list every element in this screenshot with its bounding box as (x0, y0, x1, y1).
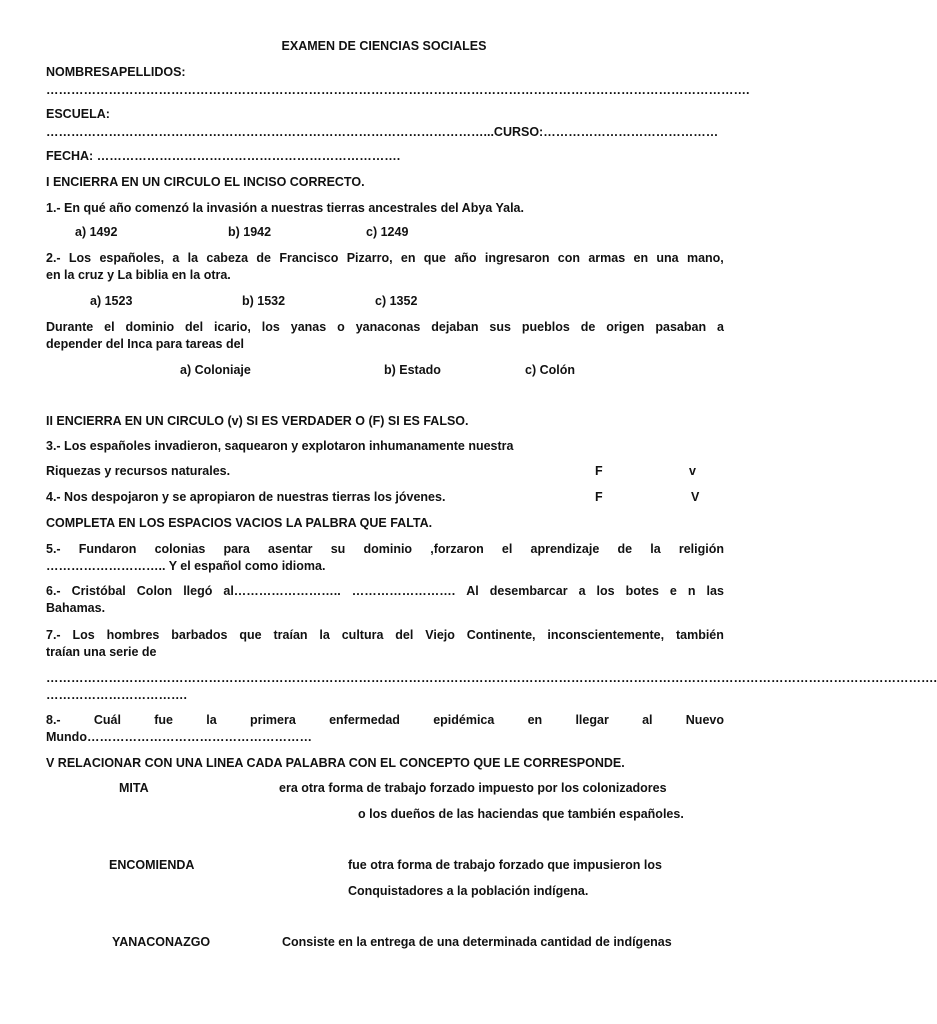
justified-word: yanaconas (355, 320, 421, 334)
justified-word: Fundaron (78, 542, 137, 556)
names-label: NOMBRESAPELLIDOS: (46, 65, 186, 79)
justified-word: del (395, 628, 414, 642)
question-7-line-1 (46, 627, 724, 643)
justified-word: la (187, 251, 199, 265)
justified-word: origen (606, 320, 645, 334)
justified-word: fue (154, 713, 173, 727)
justified-word: llegar (575, 713, 609, 727)
justified-word: desembarcar (489, 584, 568, 598)
justified-word: los (261, 320, 280, 334)
justified-word: en (400, 251, 416, 265)
tf-q3-false-option: F (595, 464, 603, 478)
term-mita: MITA (119, 781, 149, 795)
justified-word: mano, (686, 251, 724, 265)
justified-word: para (223, 542, 250, 556)
justified-word: la (650, 542, 661, 556)
justified-word: aprendizaje (530, 542, 600, 556)
question-2-line-2: en la cruz y La biblia en la otra. (46, 268, 231, 282)
justified-word: icario, (214, 320, 251, 334)
justified-word: Nuevo (685, 713, 724, 727)
section-1-heading: I ENCIERRA EN UN CIRCULO EL INCISO CORRECTO. (46, 175, 365, 189)
justified-word: año (454, 251, 477, 265)
justified-word: llegó (183, 584, 213, 598)
question-5-line-2: ……………………….. Y el español como idioma. (46, 559, 326, 573)
justified-word: Cuál (93, 713, 121, 727)
justified-word: asentar (268, 542, 313, 556)
definition-3-line-1: Consiste en la entrega de una determinada cantidad de indígenas (282, 935, 672, 949)
justified-word: Colon (136, 584, 173, 598)
section-2-heading: II ENCIERRA EN UN CIRCULO (v) SI ES VERDADER O (F) SI ES FALSO. (46, 414, 469, 428)
q1-option-b: b) 1942 (228, 225, 272, 239)
question-6-line-1 (46, 583, 724, 599)
justified-word: ingresaron (484, 251, 550, 265)
justified-word: sus (489, 320, 511, 334)
justified-word: el (501, 542, 513, 556)
justified-word: traían (273, 628, 308, 642)
justified-word: botes (625, 584, 659, 598)
justified-word: con (557, 251, 581, 265)
justified-word: que (423, 251, 447, 265)
q1-option-c: c) 1249 (366, 225, 409, 239)
definition-1-line-2: o los dueños de las haciendas que también españoles. (358, 807, 684, 821)
justified-word: que (239, 628, 262, 642)
question-3-line-1 (46, 319, 724, 335)
justified-word: primera (249, 713, 296, 727)
justified-word: religión (678, 542, 724, 556)
school-course-blank: ……………………………………………………………………………………………...CURSO:…………………………………… (46, 125, 719, 139)
justified-word: 5.- (46, 542, 61, 556)
justified-word: e (669, 584, 677, 598)
tf-q4-false-option: F (595, 490, 603, 504)
q2-option-a: a) 1523 (90, 294, 133, 308)
tf-q3-true-option: v (689, 464, 696, 478)
justified-word: inconscientemente, (547, 628, 665, 642)
question-2-line-1 (46, 250, 724, 266)
justified-word: 6.- (46, 584, 61, 598)
justified-word: españoles, (99, 251, 165, 265)
justified-word: n (687, 584, 696, 598)
justified-word: pueblos (521, 320, 570, 334)
question-8-line-2: Mundo……………………………………………… (46, 730, 312, 744)
justified-word: las (706, 584, 724, 598)
justified-word: los (596, 584, 615, 598)
justified-word: al (642, 713, 653, 727)
justified-word: hombres (106, 628, 160, 642)
justified-word: epidémica (433, 713, 495, 727)
justified-word: 8.- (46, 713, 61, 727)
justified-word: también (675, 628, 724, 642)
justified-word: dominio (125, 320, 175, 334)
justified-word: el (104, 320, 115, 334)
justified-word: Durante (46, 320, 94, 334)
justified-word: o (337, 320, 345, 334)
names-blank: ……………………………………………………………………………………………………………………………………………………. (46, 83, 750, 97)
definition-1-line-1: era otra forma de trabajo forzado impuesto por los colonizadores (279, 781, 667, 795)
term-yanaconazgo: YANACONAZGO (112, 935, 211, 949)
justified-word: la (206, 713, 217, 727)
justified-word: Continente, (466, 628, 536, 642)
justified-word: ,forzaron (430, 542, 484, 556)
question-5-line-1 (46, 541, 724, 557)
justified-word: cabeza (206, 251, 249, 265)
definition-2-line-1: fue otra forma de trabajo forzado que impusieron los (348, 858, 662, 872)
question-3-line-2: depender del Inca para tareas del (46, 337, 244, 351)
justified-word: Viejo (425, 628, 455, 642)
tf-question-3-line-1: 3.- Los españoles invadieron, saquearon y explotaron inhumanamente nuestra (46, 439, 514, 453)
justified-word: Francisco (279, 251, 339, 265)
justified-word: armas (588, 251, 626, 265)
justified-word: de (256, 251, 272, 265)
justified-word: cultura (341, 628, 384, 642)
justified-word: su (330, 542, 346, 556)
q3-option-b: b) Estado (384, 363, 441, 377)
justified-word: una (656, 251, 679, 265)
question-7-line-2: traían una serie de (46, 645, 157, 659)
justified-word: Al (466, 584, 479, 598)
justified-word: enfermedad (329, 713, 400, 727)
question-1: 1.- En qué año comenzó la invasión a nuestras tierras ancestrales del Abya Yala. (46, 201, 524, 215)
justified-word: 2.- (46, 251, 61, 265)
q3-option-c: c) Colón (525, 363, 575, 377)
justified-word: de (580, 320, 596, 334)
justified-word: en (527, 713, 543, 727)
justified-word: ……………………. (351, 584, 456, 598)
q3-option-a: a) Coloniaje (180, 363, 251, 377)
justified-word: a (578, 584, 586, 598)
school-label: ESCUELA: (46, 107, 110, 121)
justified-word: dominio (363, 542, 413, 556)
exam-title: EXAMEN DE CIENCIAS SOCIALES (281, 39, 487, 53)
justified-word: 7.- (46, 628, 61, 642)
definition-2-line-2: Conquistadores a la población indígena. (348, 884, 589, 898)
justified-word: de (617, 542, 633, 556)
tf-q4-true-option: V (691, 490, 700, 504)
justified-word: a (717, 320, 724, 334)
tf-question-4: 4.- Nos despojaron y se apropiaron de nuestras tierras los jóvenes. (46, 490, 446, 504)
term-encomienda: ENCOMIENDA (109, 858, 195, 872)
justified-word: barbados (171, 628, 228, 642)
question-8-line-1 (46, 712, 724, 728)
tf-question-3-line-2: Riquezas y recursos naturales. (46, 464, 231, 478)
section-5-heading: V RELACIONAR CON UNA LINEA CADA PALABRA CON EL CONCEPTO QUE LE CORRESPONDE. (46, 756, 625, 770)
question-7-blank-1: ……………………………………………………………………………………………………………………………………………………………………………………………. (46, 671, 937, 685)
question-6-line-2: Bahamas. (46, 601, 106, 615)
justified-word: Cristóbal (71, 584, 126, 598)
justified-word: al…………………….. (223, 584, 341, 598)
justified-word: yanas (290, 320, 327, 334)
justified-word: pasaban (655, 320, 707, 334)
justified-word: Los (68, 251, 92, 265)
q2-option-b: b) 1532 (242, 294, 286, 308)
justified-word: dejaban (431, 320, 479, 334)
q1-option-a: a) 1492 (75, 225, 118, 239)
date-field: FECHA: ………………………………………………………………. (46, 149, 401, 163)
justified-word: en (633, 251, 649, 265)
section-3-heading: COMPLETA EN LOS ESPACIOS VACIOS LA PALBRA QUE FALTA. (46, 516, 433, 530)
justified-word: a (172, 251, 180, 265)
q2-option-c: c) 1352 (375, 294, 418, 308)
question-7-blank-2: ……………………………. (46, 688, 187, 702)
justified-word: del (185, 320, 204, 334)
justified-word: Pizarro, (346, 251, 393, 265)
justified-word: Los (72, 628, 95, 642)
justified-word: la (319, 628, 330, 642)
justified-word: colonias (154, 542, 206, 556)
